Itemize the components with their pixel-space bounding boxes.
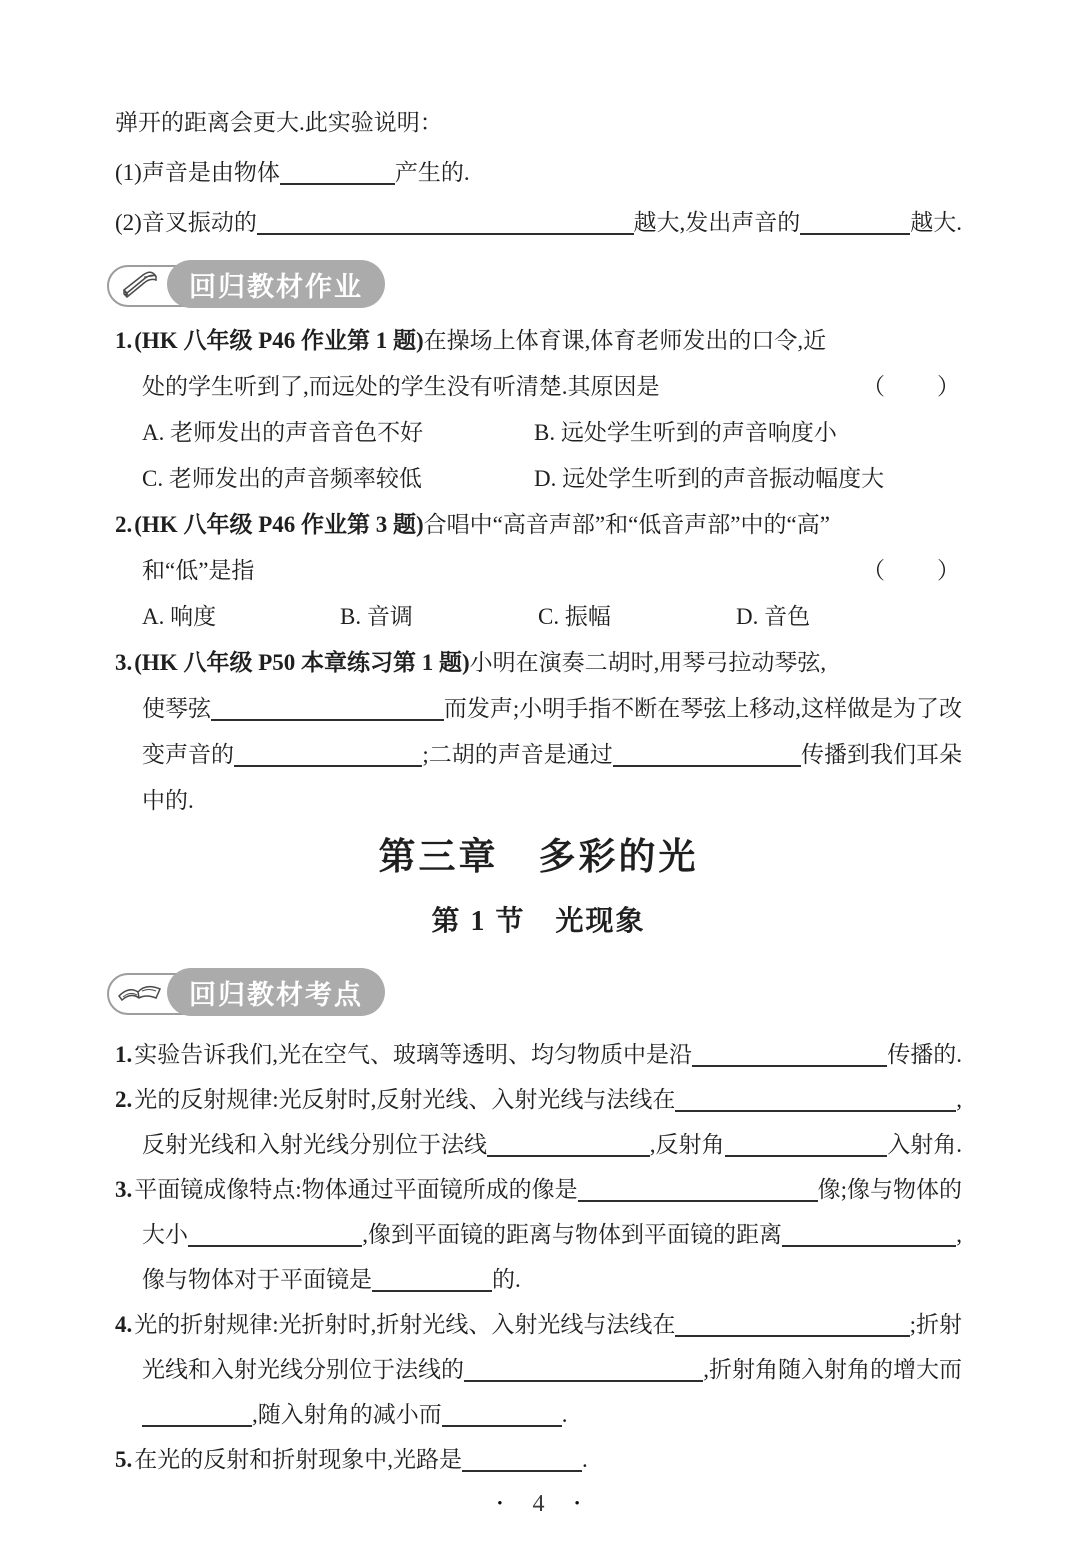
question-text: 小明在演奏二胡时,用琴弓拉动琴弦, <box>469 650 827 675</box>
hw-q2-line-2 <box>115 548 962 594</box>
question-source: (HK 八年级 P50 本章练习第 1 题) <box>134 650 470 675</box>
option-c: C. 老师发出的声音频率较低 <box>142 466 422 491</box>
kp-q2-line-2 <box>115 1122 962 1167</box>
question-text: 光的折射规律:光折射时,折射光线、入射光线与法线在 <box>134 1312 676 1337</box>
page-number: 4 <box>532 1490 545 1517</box>
intro-item1-pre: (1)声音是由物体 <box>115 160 280 185</box>
footer-dot-left: • <box>497 1495 503 1512</box>
question-text: , <box>956 1087 962 1112</box>
question-text: 实验告诉我们,光在空气、玻璃等透明、均匀物质中是沿 <box>134 1042 692 1067</box>
question-text: ,折射角随入射角的增大而 <box>703 1357 962 1382</box>
badge-label-keypoints: 回归教材考点 <box>167 968 385 1016</box>
question-text: . <box>561 1402 568 1427</box>
blank-field <box>442 1425 562 1427</box>
blank-field <box>280 183 395 185</box>
answer-bracket: （ ） <box>862 558 962 583</box>
question-text: 平面镜成像特点:物体通过平面镜所成的像是 <box>134 1177 578 1202</box>
question-text: 传播的. <box>887 1042 962 1067</box>
option-a: A. 响度 <box>142 604 217 629</box>
blank-field <box>464 1380 703 1382</box>
intro-line-1 <box>115 98 962 148</box>
question-number: 3. <box>115 650 133 675</box>
blank-field <box>675 1335 909 1337</box>
intro-item1-post: 产生的. <box>394 160 470 185</box>
option-b: B. 远处学生听到的声音响度小 <box>534 420 837 445</box>
question-number: 2. <box>115 1087 133 1112</box>
blank-field <box>725 1155 888 1157</box>
question-number: 5. <box>115 1447 133 1472</box>
blank-field <box>211 719 444 721</box>
kp-q4-line-1 <box>115 1302 962 1347</box>
option-d: D. 音色 <box>736 604 811 629</box>
intro-block <box>115 98 962 248</box>
question-text: 像与物体对于平面镜是 <box>142 1267 372 1292</box>
hw-q2-options <box>115 594 962 640</box>
intro-item2-mid: 越大,发出声音的 <box>633 210 801 235</box>
question-text: ,随入射角的减小而 <box>252 1402 442 1427</box>
question-text: 中的. <box>142 788 194 813</box>
option-a: A. 老师发出的声音音色不好 <box>142 420 424 445</box>
intro-item2-post: 越大. <box>910 210 962 235</box>
question-text: 传播到我们耳朵 <box>801 742 963 767</box>
question-source: (HK 八年级 P46 作业第 3 题) <box>134 512 424 537</box>
blank-field <box>142 1425 252 1427</box>
keypoints-block <box>115 1032 962 1482</box>
blank-field <box>692 1065 887 1067</box>
question-text: 和“低”是指 <box>142 558 255 583</box>
intro-line-3 <box>115 198 962 248</box>
page-footer <box>115 1486 962 1522</box>
question-text: 合唱中“高音声部”和“低音声部”中的“高” <box>423 512 830 537</box>
question-text: 光线和入射光线分别位于法线的 <box>142 1357 464 1382</box>
kp-q2-line-1 <box>115 1077 962 1122</box>
question-text: 大小 <box>142 1222 188 1247</box>
hw-q1-line-1 <box>115 318 962 364</box>
blank-field <box>462 1470 582 1472</box>
hw-q2-line-1 <box>115 502 962 548</box>
kp-q4-line-3 <box>115 1392 962 1437</box>
answer-bracket: （ ） <box>862 374 962 399</box>
intro-line-2 <box>115 148 962 198</box>
closed-book-icon <box>115 265 163 309</box>
question-number: 1. <box>115 1042 133 1067</box>
question-number: 1. <box>115 328 133 353</box>
kp-q3-line-1 <box>115 1167 962 1212</box>
chapter-title: 第三章 多彩的光 <box>378 837 699 878</box>
homework-block <box>115 318 962 824</box>
question-text: ,反射角 <box>649 1132 725 1157</box>
question-number: 3. <box>115 1177 133 1202</box>
question-text: 变声音的 <box>142 742 234 767</box>
question-text: , <box>956 1222 962 1247</box>
badge-label-homework: 回归教材作业 <box>167 260 385 308</box>
question-text: 的. <box>492 1267 521 1292</box>
question-text: 而发声;小明手指不断在琴弦上移动,这样做是为了改 <box>443 696 962 721</box>
kp-q5-line-1 <box>115 1437 962 1482</box>
blank-field <box>800 233 910 235</box>
question-text: 处的学生听到了,而远处的学生没有听清楚.其原因是 <box>142 374 660 399</box>
footer-dot-right: • <box>574 1495 580 1512</box>
hw-q1-line-2 <box>115 364 962 410</box>
question-text: 入射角. <box>887 1132 962 1157</box>
option-c: C. 振幅 <box>538 604 611 629</box>
kp-q3-line-3 <box>115 1257 962 1302</box>
question-text: 在光的反射和折射现象中,光路是 <box>134 1447 462 1472</box>
question-text: 反射光线和入射光线分别位于法线 <box>142 1132 487 1157</box>
section-title: 第 1 节 光现象 <box>431 906 646 937</box>
question-source: (HK 八年级 P46 作业第 1 题) <box>134 328 424 353</box>
open-book-icon <box>115 977 165 1013</box>
question-text: 在操场上体育课,体育老师发出的口令,近 <box>423 328 827 353</box>
blank-field <box>234 765 422 767</box>
hw-q3-line-2 <box>115 686 962 732</box>
hw-q3-line-4 <box>115 778 962 824</box>
intro-item2-pre: (2)音叉振动的 <box>115 210 257 235</box>
hw-q1-options-cd <box>115 456 962 502</box>
question-text: 像;像与物体的 <box>817 1177 962 1202</box>
option-b: B. 音调 <box>340 604 413 629</box>
blank-field <box>782 1245 956 1247</box>
blank-field <box>188 1245 362 1247</box>
question-text: ,像到平面镜的距离与物体到平面镜的距离 <box>362 1222 782 1247</box>
blank-field <box>372 1290 492 1292</box>
blank-field <box>613 765 801 767</box>
question-text: ;折射 <box>909 1312 962 1337</box>
section-badge-homework <box>107 260 407 308</box>
option-d: D. 远处学生听到的声音振动幅度大 <box>534 466 885 491</box>
hw-q3-line-1 <box>115 640 962 686</box>
kp-q1-line-1 <box>115 1032 962 1077</box>
question-number: 2. <box>115 512 133 537</box>
question-text: 使琴弦 <box>142 696 211 721</box>
kp-q4-line-2 <box>115 1347 962 1392</box>
question-text: . <box>582 1447 588 1472</box>
question-number: 4. <box>115 1312 133 1337</box>
section-badge-keypoints <box>107 968 407 1016</box>
blank-field <box>675 1110 956 1112</box>
blank-field <box>487 1155 650 1157</box>
blank-field <box>578 1200 818 1202</box>
question-text: ;二胡的声音是通过 <box>422 742 613 767</box>
blank-field <box>257 233 634 235</box>
kp-q3-line-2 <box>115 1212 962 1257</box>
hw-q3-line-3 <box>115 732 962 778</box>
intro-text: 弹开的距离会更大.此实验说明： <box>115 110 443 135</box>
hw-q1-options-ab <box>115 410 962 456</box>
question-text: 光的反射规律:光反射时,反射光线、入射光线与法线在 <box>134 1087 676 1112</box>
